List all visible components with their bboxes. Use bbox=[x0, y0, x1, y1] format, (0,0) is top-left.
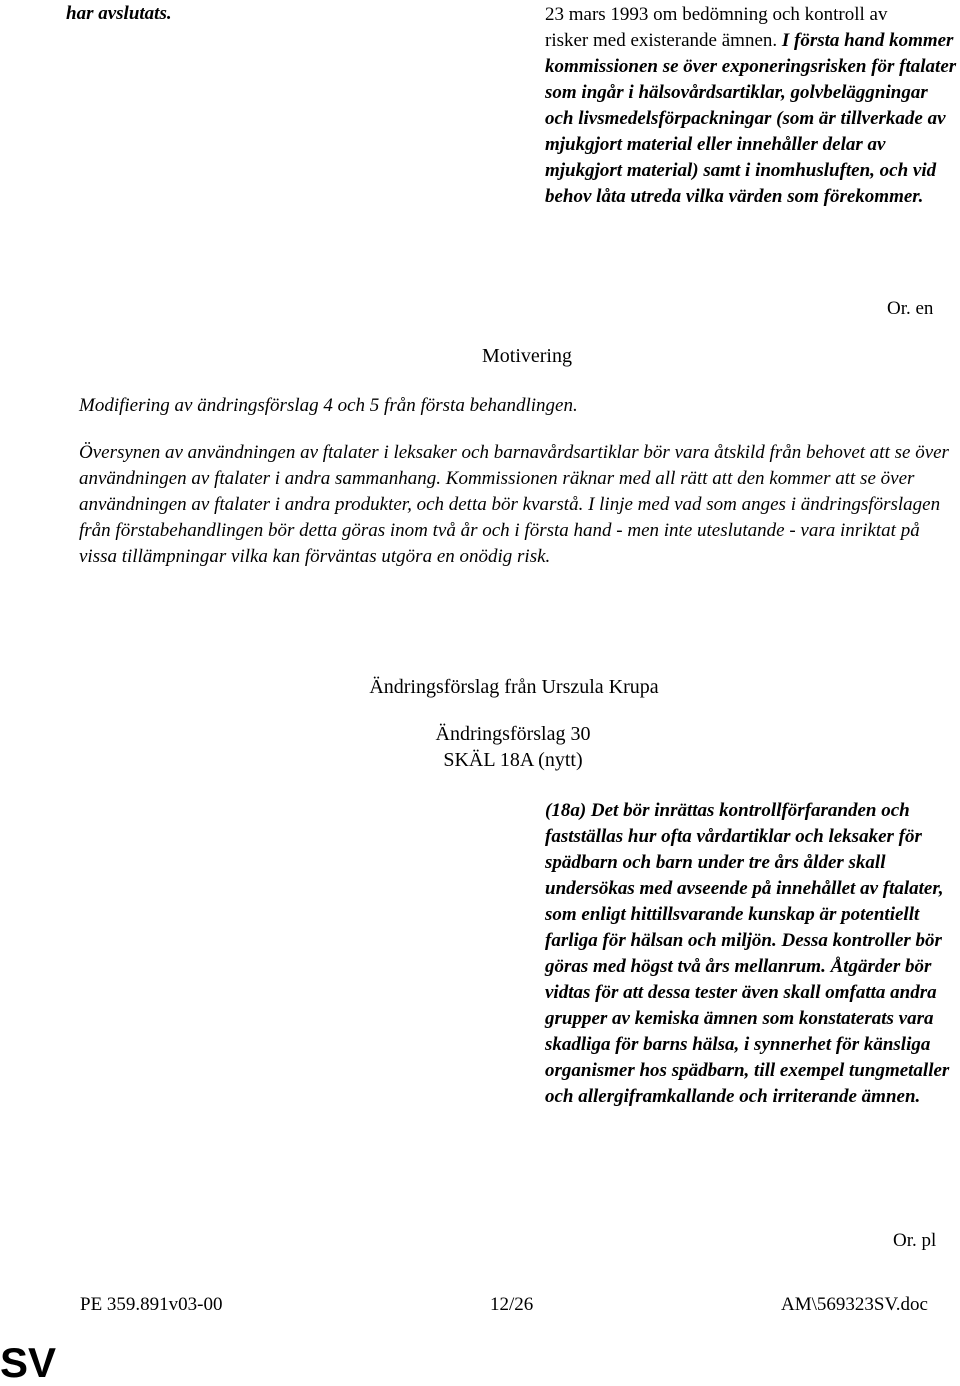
right-fragment bbox=[545, 2, 957, 210]
origin-language-pl: Or. pl bbox=[893, 1230, 937, 1251]
amendment-author: Ändringsförslag från Urszula Krupa bbox=[369, 676, 659, 698]
language-code: SV bbox=[0, 1339, 57, 1386]
amendment-recital: SKÄL 18A (nytt) bbox=[443, 749, 583, 771]
origin-language-en: Or. en bbox=[887, 298, 934, 319]
motivation-heading: Motivering bbox=[482, 345, 572, 367]
right-fragment-line-2: risker med existerande ämnen. bbox=[545, 30, 782, 51]
amendment-text: (18a) Det bör inrättas kontrollförfaranden och fastställas hur ofta vårdartiklar och leksaker för spädbarn och barn under tre års ålder skall undersökas med avseende på innehållet av ftalater, som enligt hittillsvarande kunskap är potentiellt farliga för hälsan och miljön. Dessa kontroller bör göras med högst två års mellanrum. Åtgärder bör vidtas för att dessa tester även skall omfatta andra grupper av kemiska ämnen som konstaterats vara skadliga för barns hälsa, i synnerhet för känsliga organismer hos spädbarn, till exempel tungmetaller och allergiframkallande och irriterande ämnen. bbox=[545, 800, 950, 1107]
right-fragment-line-1: 23 mars 1993 om bedömning och kontroll av bbox=[545, 4, 888, 25]
motivation-body: Översynen av användningen av ftalater i leksaker och barnavårdsartiklar bör vara åtskild från behovet att se över användningen av ftalater i andra sammanhang. Kommissionen räknar med all rätt att den kommer att se över användningen av ftalater i andra produkter, och detta bör kvarstå. I linje med vad som anges i ändringsförslagen från förstabehandlingen bör detta göras inom två år och i första hand - men inte uteslutande - vara inriktat på vissa tillämpningar vilka kan förväntas utgöra en onödig risk. bbox=[79, 442, 949, 567]
amendment-number: Ändringsförslag 30 bbox=[435, 723, 591, 745]
left-fragment: har avslutats. bbox=[66, 3, 172, 24]
footer-page-number: 12/26 bbox=[490, 1294, 534, 1315]
footer-file-name: AM\569323SV.doc bbox=[781, 1294, 928, 1315]
footer-doc-ref: PE 359.891v03-00 bbox=[80, 1294, 223, 1315]
right-fragment-bold-italic: I första hand kommer kommissionen se över exponeringsrisken för ftalater som ingår i hälsovårdsartiklar, golvbeläggningar och livsmedelsförpackningar (som är tillverkade av mjukgjort material eller innehåller delar av mjukgjort material) samt i inomhusluften, och vid behov låta utreda vilka värden som förekommer. bbox=[545, 30, 957, 207]
motivation-subtitle: Modifiering av ändringsförslag 4 och 5 från första behandlingen. bbox=[79, 395, 578, 416]
